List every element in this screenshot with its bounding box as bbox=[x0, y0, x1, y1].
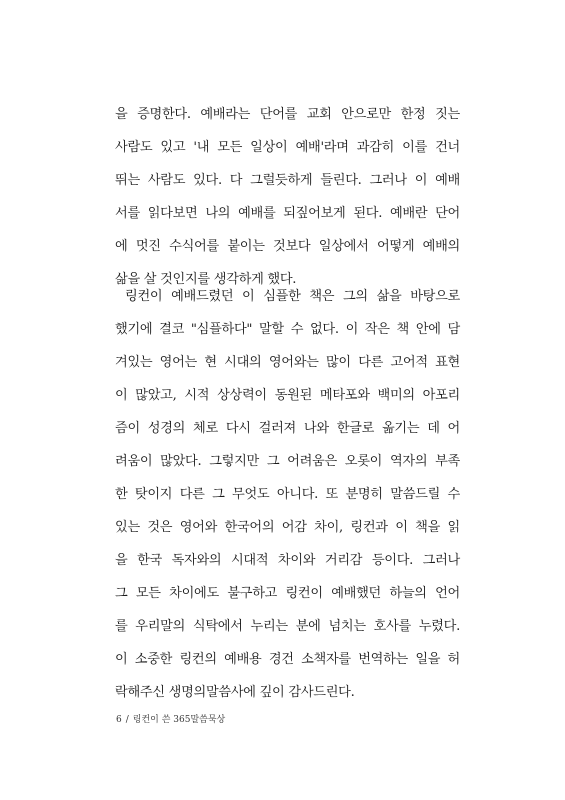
text-line: 려움이 많았다. 그렇지만 그 어려움은 오롯이 역자의 부족 bbox=[115, 454, 460, 469]
page-footer bbox=[116, 712, 225, 725]
text-line: 서를 읽다보면 나의 예배를 되짚어보게 된다. 예배란 단어 bbox=[115, 206, 460, 221]
text-line: 그 모든 차이에도 불구하고 링컨이 예배했던 하늘의 언어 bbox=[115, 586, 460, 601]
body-paragraph-2 bbox=[115, 280, 460, 709]
text-line: 뛰는 사람도 있다. 다 그럴듯하게 들린다. 그러나 이 예배 bbox=[115, 173, 460, 188]
text-line: 링컨이 예배드렸던 이 심플한 책은 그의 삶을 바탕으로 bbox=[125, 289, 460, 304]
text-line: 락해주신 생명의말씀사에 깊이 감사드린다. bbox=[115, 685, 355, 700]
text-line: 을 한국 독자와의 시대적 차이와 거리감 등이다. 그러나 bbox=[115, 553, 460, 568]
text-line: 있는 것은 영어와 한국어의 어감 차이, 링컨과 이 책을 읽 bbox=[115, 520, 460, 535]
text-line: 에 멋진 수식어를 붙이는 것보다 일상에서 어떻게 예배의 bbox=[115, 239, 460, 254]
text-line: 한 탓이지 다른 그 무엇도 아니다. 또 분명히 말씀드릴 수 bbox=[115, 487, 460, 502]
text-line: 했기에 결코 "심플하다" 말할 수 없다. 이 작은 책 안에 담 bbox=[115, 322, 460, 337]
page-number: 6 bbox=[116, 715, 122, 725]
text-line: 이 많았고, 시적 상상력이 동원된 메타포와 백미의 아포리 bbox=[115, 388, 460, 403]
text-line: 삶을 살 것인지를 생각하게 했다. bbox=[115, 272, 297, 287]
text-line: 사람도 있고 '내 모든 일상이 예배'라며 과감히 이를 건너 bbox=[115, 140, 460, 155]
text-line: 을 증명한다. 예배라는 단어를 교회 안으로만 한정 짓는 bbox=[115, 107, 460, 122]
text-line: 즘이 성경의 체로 다시 걸러져 나와 한글로 옮기는 데 어 bbox=[115, 421, 460, 436]
book-title: 링컨이 쓴 365말씀묵상 bbox=[132, 715, 226, 725]
text-line: 겨있는 영어는 현 시대의 영어와는 많이 다른 고어적 표현 bbox=[115, 355, 460, 370]
text-line: 이 소중한 링컨의 예배용 경건 소책자를 번역하는 일을 허 bbox=[115, 652, 460, 667]
text-line: 를 우리말의 식탁에서 누리는 분에 넘치는 호사를 누렸다. bbox=[115, 619, 460, 634]
body-paragraph-1 bbox=[115, 98, 460, 296]
footer-separator: / bbox=[125, 715, 129, 725]
